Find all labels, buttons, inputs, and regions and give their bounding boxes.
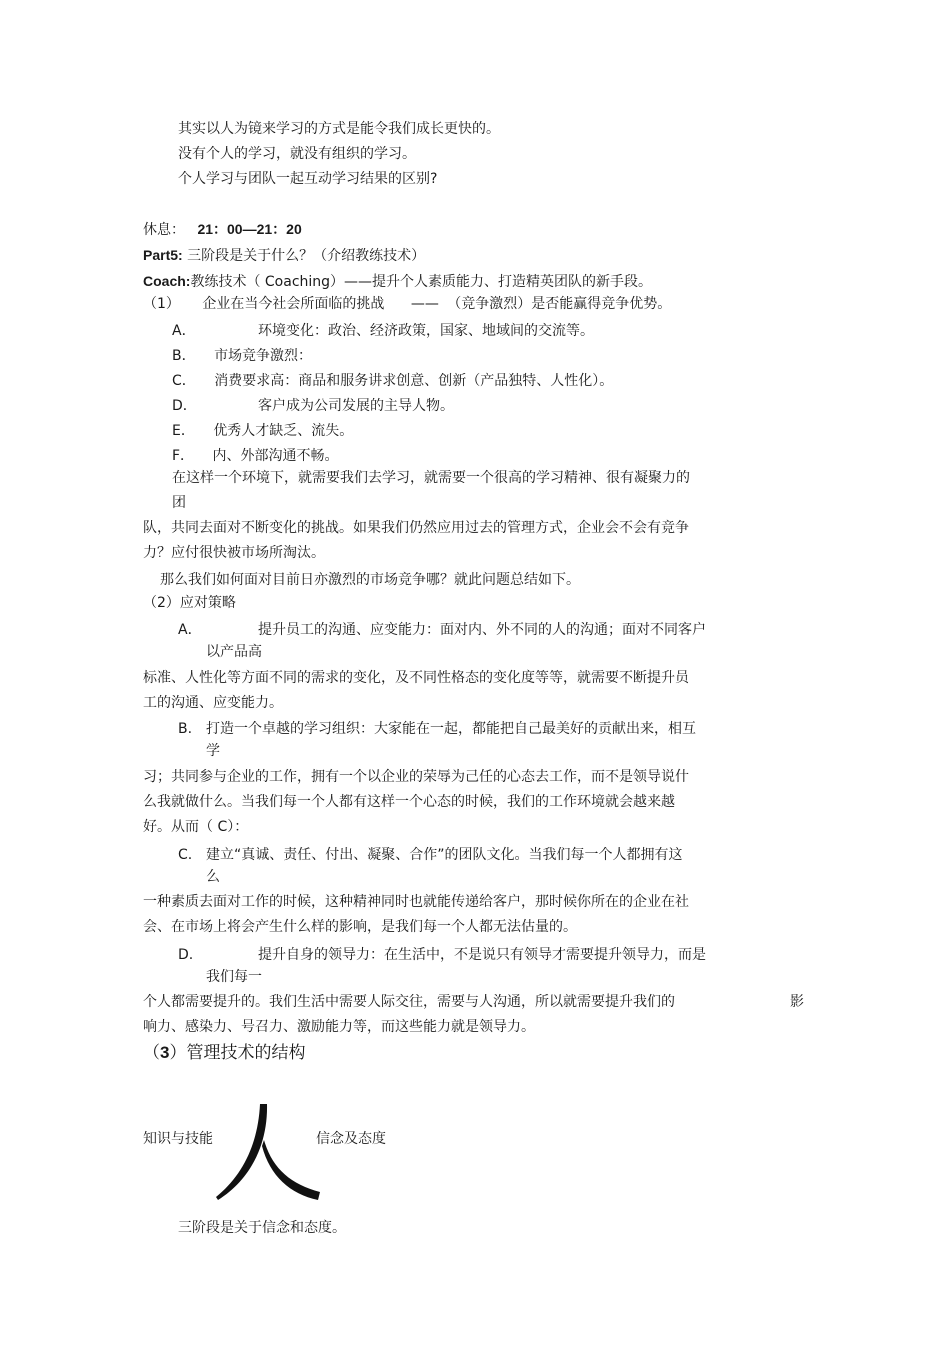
paragraph-line: 在这样一个环境下，就需要我们去学习，就需要一个很高的学习精神、很有凝聚力的 — [172, 470, 690, 486]
challenge-text: 环境变化：政治、经济政策，国家、地域间的交流等。 — [258, 323, 594, 339]
challenge-item — [172, 322, 594, 340]
challenge-letter: F． — [172, 448, 195, 464]
strategy-c-letter: C. — [178, 847, 193, 863]
strategy-d-line: 我们每一 — [206, 969, 262, 985]
challenge-text: 消费要求高：商品和服务讲求创意、创新（产品独特、人性化）。 — [214, 373, 614, 389]
intro-line-1: 其实以人为镜来学习的方式是能令我们成长更快的。 — [178, 121, 500, 137]
diagram-label-right: 信念及态度 — [316, 1131, 386, 1147]
strategy-c-line: 建立“真诚、责任、付出、凝聚、合作”的团队文化。当我们每一个人都拥有这 — [206, 847, 683, 863]
challenge-item — [172, 347, 312, 365]
strategy-d-line: 个人都需要提升的。我们生活中需要人际交往，需要与人沟通，所以就需要提升我们的 — [143, 994, 675, 1010]
intro-line-2: 没有个人的学习，就没有组织的学习。 — [178, 146, 416, 162]
section-3-heading — [143, 1044, 305, 1062]
challenge-text: 优秀人才缺乏、流失。 — [213, 423, 354, 439]
paragraph-line: 团 — [172, 495, 186, 511]
person-right-stroke — [262, 1140, 320, 1200]
section-1-heading — [143, 295, 671, 313]
strategy-b-line: 学 — [206, 743, 220, 759]
strategy-b-line: 打造一个卓越的学习组织：大家能在一起，都能把自己最美好的贡献出来，相互 — [206, 721, 696, 737]
section-3-open: （ — [143, 1043, 160, 1063]
strategy-a-line: 以产品高 — [206, 644, 262, 660]
section-3-title: ）管理技术的结构 — [169, 1043, 306, 1063]
challenge-text: 内、外部沟通不畅。 — [212, 448, 339, 464]
strategy-d-line: 响力、感染力、号召力、激励能力等，而这些能力就是领导力。 — [143, 1019, 535, 1035]
paragraph-line: 队，共同去面对不断变化的挑战。如果我们仍然应用过去的管理方式，企业会不会有竞争 — [143, 520, 689, 536]
challenge-item — [172, 447, 339, 465]
strategy-d-letter: D. — [178, 947, 194, 963]
break-line — [143, 220, 302, 239]
challenge-letter: E． — [172, 423, 195, 439]
strategy-b-line: 么我就做什么。当我们每一个人都有这样一个心态的时候，我们的工作环境就会越来越 — [143, 794, 675, 810]
challenge-letter: B． — [172, 348, 196, 364]
challenge-item — [172, 372, 613, 390]
paragraph-line: 力？应付很快被市场所淘汰。 — [143, 545, 325, 561]
part5-heading — [143, 246, 425, 265]
challenge-letter: D． — [172, 398, 197, 414]
coach-label: Coach: — [143, 273, 191, 289]
strategy-a-letter: A． — [178, 622, 202, 638]
person-left-stroke — [216, 1104, 267, 1200]
break-time: 21：00—21：20 — [197, 221, 302, 237]
intro-line-3: 个人学习与团队一起互动学习结果的区别? — [178, 171, 438, 187]
strategy-c-line: 一种素质去面对工作的时候，这种精神同时也就能传递给客户，那时候你所在的企业在社 — [143, 894, 689, 910]
section-1-number: （1） — [143, 296, 180, 312]
strategy-a-line: 提升员工的沟通、应变能力：面对内、外不同的人的沟通；面对不同客户 — [258, 622, 706, 638]
challenge-item — [172, 422, 353, 440]
part5-text: 三阶段是关于什么？（介绍教练技术） — [187, 248, 426, 264]
paragraph-line: 那么我们如何面对目前日亦激烈的市场竞争哪？就此问题总结如下。 — [160, 572, 580, 588]
challenge-letter: A． — [172, 323, 196, 339]
section-3-number: 3 — [160, 1043, 170, 1062]
section-1-dash: —— — [410, 296, 439, 312]
challenge-text: 客户成为公司发展的主导人物。 — [258, 398, 454, 414]
section-1-text: 企业在当今社会所面临的挑战 — [202, 296, 385, 312]
break-label: 休息： — [143, 222, 185, 238]
strategy-b-letter: B. — [178, 721, 193, 737]
challenge-item — [172, 397, 454, 415]
section-2-heading: （2）应对策略 — [143, 595, 236, 611]
strategy-b-line: 好。从而（ C）： — [143, 819, 249, 835]
strategy-c-line: 会、在市场上将会产生什么样的影响，是我们每一个人都无法估量的。 — [143, 919, 577, 935]
person-character-graphic — [210, 1100, 330, 1210]
strategy-b-line: 习；共同参与企业的工作，拥有一个以企业的荣辱为己任的心态去工作，而不是领导说什 — [143, 769, 689, 785]
strategy-d-line-end: 影 — [790, 994, 804, 1010]
section-1-tail: （竞争激烈）是否能赢得竞争优势。 — [447, 296, 672, 312]
strategy-a-line: 工的沟通、应变能力。 — [143, 695, 283, 711]
strategy-a-line: 标准、人性化等方面不同的需求的变化，及不同性格态的变化度等等，就需要不断提升员 — [143, 670, 689, 686]
strategy-d-line: 提升自身的领导力：在生活中，不是说只有领导才需要提升领导力，而是 — [258, 947, 706, 963]
challenge-letter: C． — [172, 373, 196, 389]
part5-label: Part5: — [143, 247, 183, 263]
challenge-text: 市场竞争激烈： — [214, 348, 313, 364]
strategy-c-line: 么 — [206, 869, 220, 885]
coach-line — [143, 272, 652, 291]
diagram-label-left: 知识与技能 — [143, 1131, 213, 1147]
coach-text: 教练技术（ Coaching）——提升个人素质能力、打造精英团队的新手段。 — [190, 274, 653, 290]
diagram-note: 三阶段是关于信念和态度。 — [178, 1220, 346, 1236]
